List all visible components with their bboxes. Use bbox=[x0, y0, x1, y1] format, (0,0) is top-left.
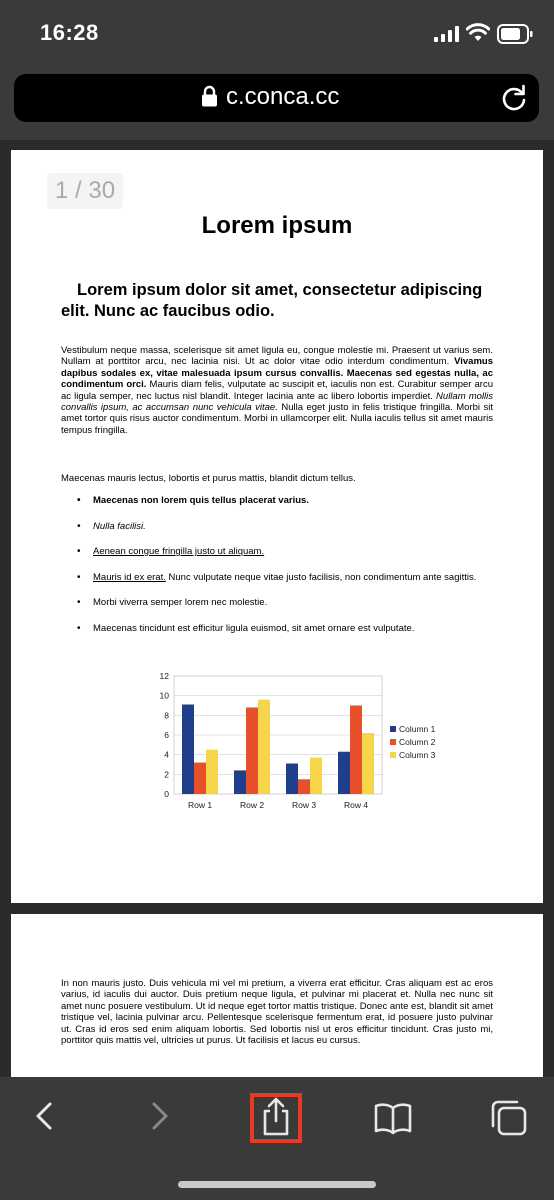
bar bbox=[350, 706, 362, 795]
document-title: Lorem ipsum bbox=[201, 212, 353, 239]
legend-swatch bbox=[390, 726, 396, 732]
chevron-left-icon[interactable] bbox=[32, 1099, 56, 1133]
list-item-text: Nunc vulputate neque vitae justo facilisis, non condimentum ante sagittis. bbox=[165, 571, 477, 583]
x-tick-label: Row 3 bbox=[291, 800, 317, 810]
document-page-2 bbox=[11, 914, 543, 1077]
list-item bbox=[77, 546, 497, 558]
paragraph-3: In non mauris justo. Duis vehicula mi vel mi pretium, a viverra erat efficitur. Cras aliquam est ac eros varius, id iaculis dui auctor. Duis pretium neque ligula, et pulvinar mi placerat et. Nulla nec nunc sit amet nunc posuere vestibulum. Ut id neque eget tortor mattis tristique. Donec ante est, blandit sit amet tristique vel, lacinia pulvinar arcu. Pellentesque scelerisque fermentum erat, id posuere justo pulvinar ut. Cras id eros sed enim aliquam lobortis. Sed lobortis nisl ut eros efficitur tincidunt. Cras justo mi, porttitor quis mattis vel, ultricies ut purus. Ut facilisis et lacus eu cursus. bbox=[61, 978, 493, 1047]
cellular-signal-icon bbox=[434, 26, 460, 42]
legend-label: Column 3 bbox=[399, 750, 436, 760]
list-item: • Nulla facilisi. bbox=[77, 521, 497, 533]
bar bbox=[258, 700, 270, 794]
bar bbox=[298, 779, 310, 794]
y-tick-label: 12 bbox=[159, 671, 169, 681]
y-tick-label: 10 bbox=[159, 690, 169, 701]
paragraph-2: Maecenas mauris lectus, lobortis et purus mattis, blandit dictum tellus. bbox=[61, 473, 356, 484]
bar bbox=[182, 705, 194, 794]
bar bbox=[246, 707, 258, 794]
y-tick-label: 6 bbox=[164, 730, 169, 740]
bar bbox=[362, 733, 374, 794]
lock-icon bbox=[201, 85, 218, 107]
document-page-1 bbox=[11, 150, 543, 903]
document-viewer[interactable] bbox=[0, 140, 554, 1077]
y-tick-label: 0 bbox=[164, 789, 169, 799]
list-item: • Maecenas tincidunt est efficitur ligula euismod, sit amet ornare est vulputate. bbox=[77, 623, 497, 635]
paragraph-text: Vestibulum neque massa, scelerisque sit amet ligula eu, congue molestie mi. Praesent ut varius sem. Nullam at porttitor arcu, nec lacinia nisi. Ut ac dolor vitae odio interdum condimentum. bbox=[61, 345, 493, 368]
home-indicator bbox=[178, 1181, 376, 1188]
list-item-link[interactable]: Mauris id ex erat. bbox=[93, 571, 166, 583]
book-icon[interactable] bbox=[374, 1101, 412, 1135]
paragraph-1 bbox=[61, 345, 493, 436]
status-time: 16:28 bbox=[40, 20, 99, 45]
bullet-list bbox=[77, 495, 497, 648]
bar bbox=[206, 750, 218, 794]
y-tick-label: 8 bbox=[164, 710, 169, 721]
x-tick-label: Row 4 bbox=[343, 800, 369, 810]
list-item: • Maecenas non lorem quis tellus placerat varius. bbox=[77, 495, 497, 507]
bar bbox=[310, 758, 322, 794]
list-item-link[interactable]: Aenean congue fringilla justo ut aliquam. bbox=[93, 546, 265, 557]
bar bbox=[194, 763, 206, 794]
paragraph-text: Nulla eget justo in felis tristique fringilla. Morbi sit amet tortor quis risus auctor condimentum. Morbi in ullamcorper elit. Nulla iaculis tellus sit amet mauris tempus fringilla. bbox=[61, 402, 493, 436]
bar bbox=[234, 770, 246, 794]
legend-swatch bbox=[390, 752, 396, 758]
chevron-right-icon[interactable] bbox=[148, 1099, 172, 1133]
battery-icon bbox=[497, 24, 533, 44]
document-subtitle: Lorem ipsum dolor sit amet, consectetur adipiscing elit. Nunc ac faucibus odio. bbox=[61, 281, 483, 320]
legend-label: Column 1 bbox=[399, 724, 436, 734]
paragraph-text: Mauris diam felis, vulputate ac suscipit et, iaculis non est. Curabitur semper arcu ac ligula semper, nec luctus nisl blandit. Integer lacinia ante ac libero lobortis imperdiet. bbox=[61, 379, 494, 402]
y-tick-label: 2 bbox=[164, 769, 169, 780]
wifi-icon bbox=[466, 22, 490, 42]
url-text[interactable]: c.conca.cc bbox=[226, 83, 340, 110]
paragraph-italic-text: Nullam mollis convallis ipsum, ac accumsan nunc vehicula vitae. bbox=[61, 390, 493, 414]
reload-icon[interactable] bbox=[500, 84, 528, 112]
share-icon[interactable] bbox=[258, 1097, 294, 1137]
bar-chart bbox=[131, 670, 451, 820]
bar bbox=[338, 752, 350, 794]
legend-swatch bbox=[390, 739, 396, 745]
x-tick-label: Row 2 bbox=[239, 800, 265, 810]
list-item: • Morbi viverra semper lorem nec molestie. bbox=[77, 597, 497, 609]
paragraph-bold-text: Vivamus dapibus sodales ex, vitae malesuada ipsum cursus convallis. Maecenas sed egestas nulla, ac condimentum orci. bbox=[61, 356, 493, 391]
list-item bbox=[77, 572, 497, 584]
tabs-icon[interactable] bbox=[490, 1099, 528, 1137]
legend-label: Column 2 bbox=[399, 737, 436, 747]
x-tick-label: Row 1 bbox=[187, 800, 213, 810]
status-bar bbox=[0, 0, 554, 66]
page-counter: 1 / 30 bbox=[47, 173, 123, 209]
y-tick-label: 4 bbox=[164, 749, 169, 760]
bar bbox=[286, 764, 298, 794]
